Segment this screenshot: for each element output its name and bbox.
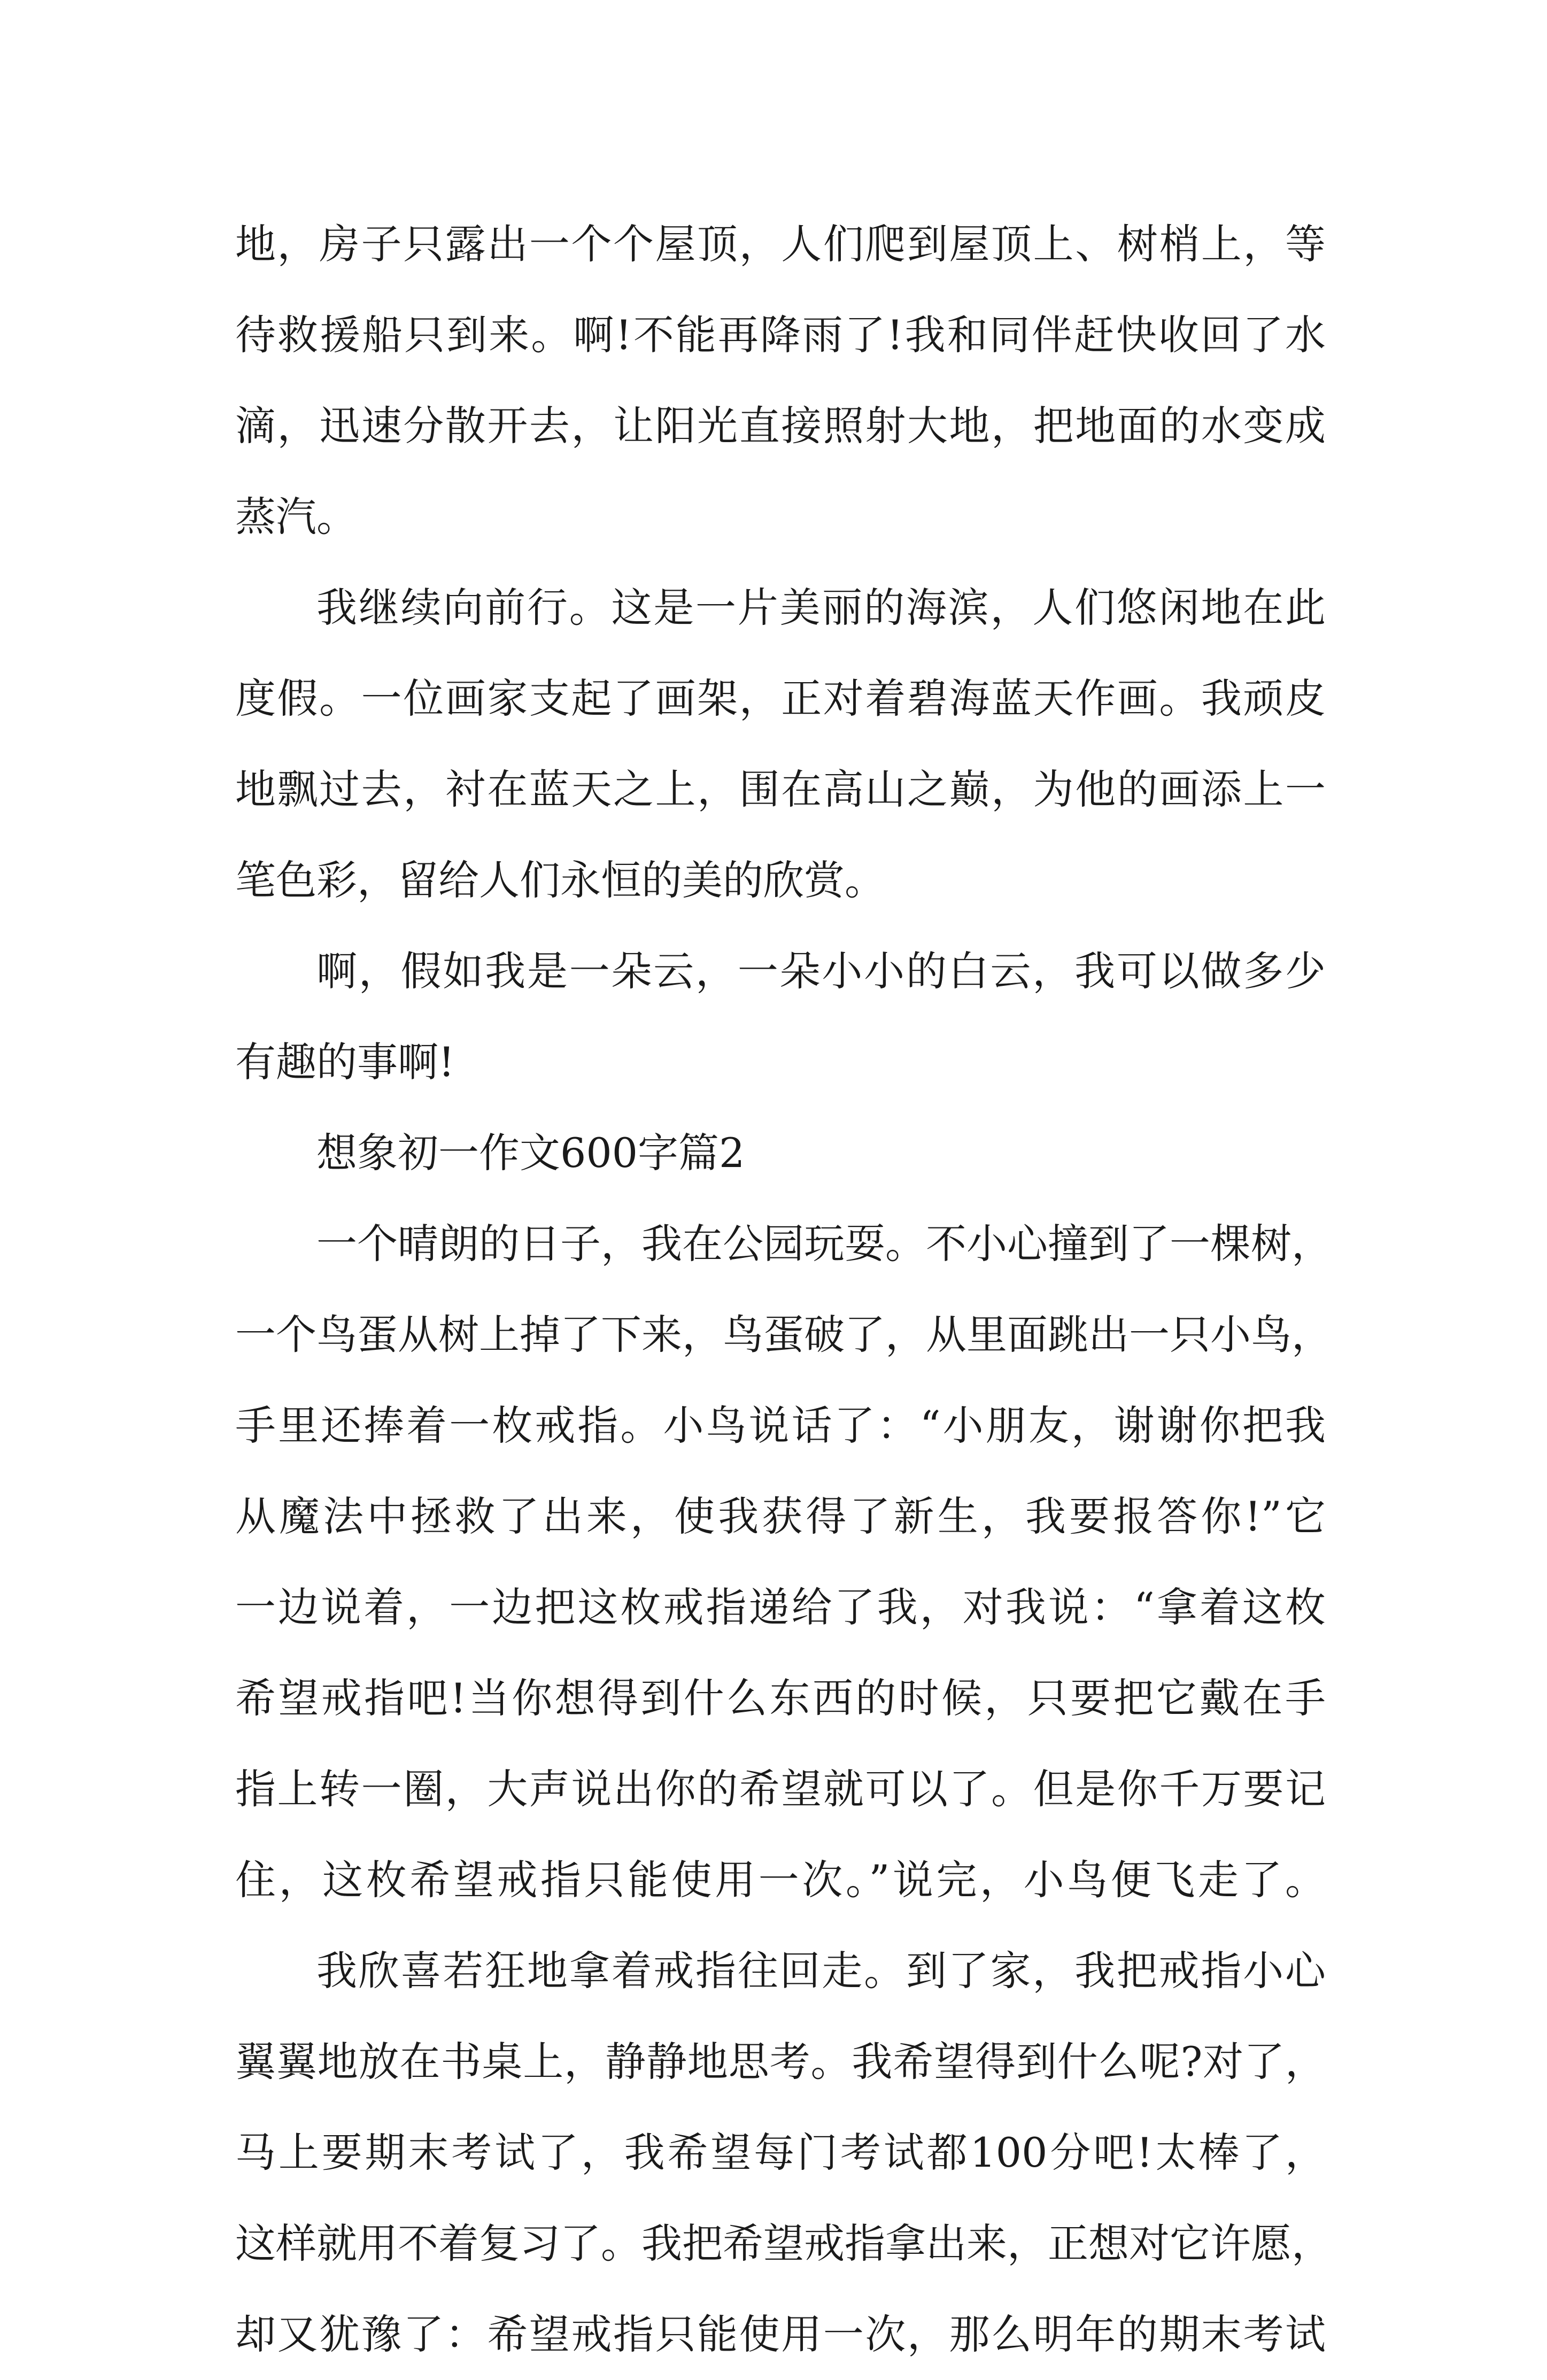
text-line: 指上转一圈，大声说出你的希望就可以了。但是你千万要记: [235, 1765, 1326, 1813]
text-line: 这样就用不着复习了。我把希望戒指拿出来，正想对它许愿，: [235, 2220, 1332, 2267]
text-line: 地飘过去，衬在蓝天之上，围在高山之巅，为他的画添上一: [235, 766, 1326, 813]
document-body: [235, 199, 1332, 2380]
text-line: 一个鸟蛋从树上掉了下来，鸟蛋破了，从里面跳出一只小鸟，: [235, 1311, 1332, 1358]
paragraph-first-line: 一个晴朗的日子，我在公园玩耍。不小心撞到了一棵树，: [316, 1220, 1332, 1268]
text-line: 希望戒指吧!当你想得到什么东西的时候，只要把它戴在手: [235, 1674, 1326, 1722]
paragraph-first-line: 我继续向前行。这是一片美丽的海滨，人们悠闲地在此: [316, 584, 1326, 631]
text-line: 住，这枚希望戒指只能使用一次。”说完，小鸟便飞走了。: [235, 1856, 1326, 1904]
text-line: 马上要期末考试了，我希望每门考试都100分吧!太棒了，: [235, 2129, 1326, 2176]
text-line: 滴，迅速分散开去，让阳光直接照射大地，把地面的水变成: [235, 402, 1326, 450]
paragraph-first-line: 啊，假如我是一朵云，一朵小小的白云，我可以做多少: [316, 947, 1326, 995]
text-line: 有趣的事啊!: [235, 1038, 455, 1086]
text-line: 地，房子只露出一个个屋顶，人们爬到屋顶上、树梢上，等: [235, 220, 1326, 268]
text-line: 从魔法中拯救了出来，使我获得了新生，我要报答你!”它: [235, 1493, 1326, 1540]
text-line: 蒸汽。: [235, 493, 357, 540]
text-line: 手里还捧着一枚戒指。小鸟说话了：“小朋友，谢谢你把我: [235, 1402, 1326, 1449]
text-line: 翼翼地放在书桌上，静静地思考。我希望得到什么呢?对了，: [235, 2038, 1326, 2085]
text-line: 却又犹豫了：希望戒指只能使用一次，那么明年的期末考试: [235, 2311, 1326, 2358]
text-line: 一边说着，一边把这枚戒指递给了我，对我说：“拿着这枚: [235, 1583, 1326, 1631]
text-line: 待救援船只到来。啊!不能再降雨了!我和同伴赶快收回了水: [235, 311, 1326, 359]
text-line: 度假。一位画家支起了画架，正对着碧海蓝天作画。我顽皮: [235, 675, 1326, 722]
paragraph-first-line: 我欣喜若狂地拿着戒指往回走。到了家，我把戒指小心: [316, 1947, 1326, 1995]
text-line: 笔色彩，留给人们永恒的美的欣赏。: [235, 856, 885, 904]
section-heading: 想象初一作文600字篇2: [316, 1129, 745, 1177]
